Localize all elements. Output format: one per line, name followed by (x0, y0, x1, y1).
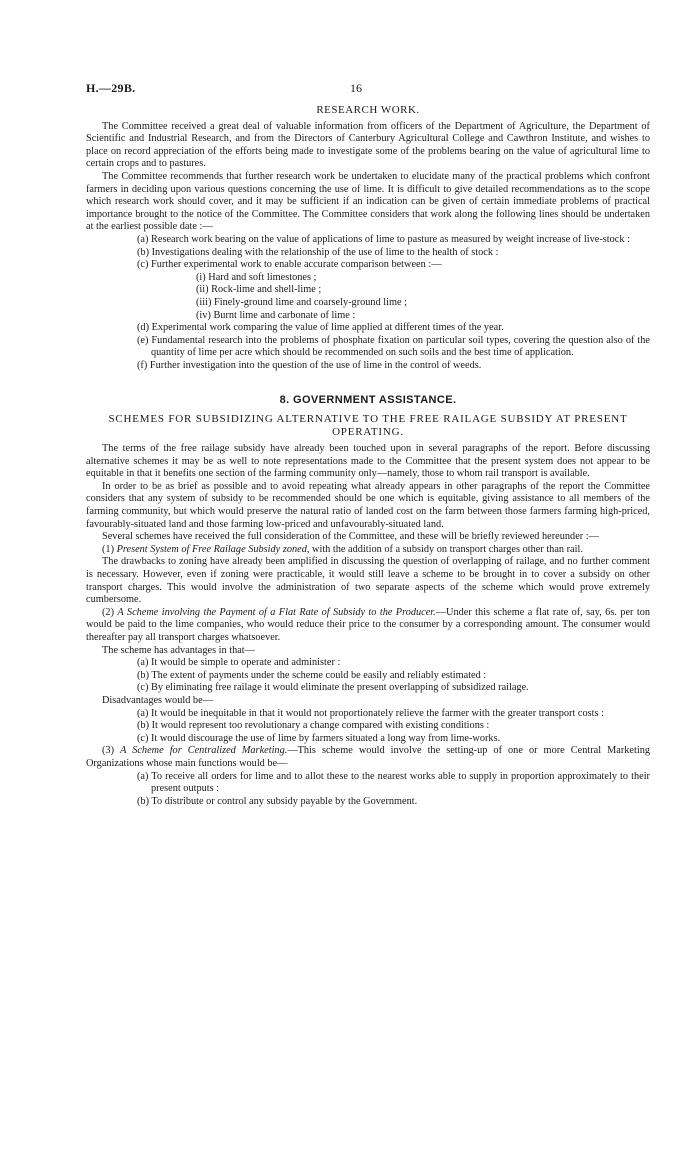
research-item-c: (c) Further experimental work to enable accurate comparison between :— (137, 259, 442, 271)
research-item-e: (e) Fundamental research into the problems of phosphate fixation on particular soil types, covering the question also of the quantity of lime per acre which should be recommended on such soils and the best time of application. (137, 334, 650, 359)
research-item-f: (f) Further investigation into the question of the use of lime in the control of weeds. (137, 359, 482, 371)
scheme-2-number: (2) (102, 606, 115, 618)
government-paragraph-2: In order to be as brief as possible and to avoid repeating what already appears in other paragraphs of the report the Committee considers that any system of subsidy to be recommended should be one which is equitable, giving assistance to all members of the farming community, but which would preserve the natural ratio of landed cost on the farm between those farmers farming high-priced, favourably-situated land and those farming low-priced and unfavourably-situated land. (86, 480, 650, 530)
research-item-c-iv: (iv) Burnt lime and carbonate of lime : (196, 309, 356, 321)
research-item-c-i: (i) Hard and soft limestones ; (196, 271, 317, 283)
scheme-3-title: A Scheme for Centralized Marketing. (120, 745, 288, 757)
disadvantage-b: (b) It would represent too revolutionary a change compared with existing conditions : (137, 720, 490, 732)
document-reference: H.—29B. (86, 81, 136, 95)
advantages-intro: The scheme has advantages in that— (102, 644, 255, 656)
disadvantages-intro: Disadvantages would be— (102, 694, 213, 706)
advantage-b: (b) The extent of payments under the scheme could be easily and reliably estimated : (137, 669, 487, 681)
scheme-2-text: —Under this scheme a flat rate of, say, 6s. per ton would be paid to the lime companies, who would reduce their price to the consumer by a corresponding amount. The consumer would thereafter pay all transport charges whatsoever. (86, 606, 650, 643)
advantage-a: (a) It would be simple to operate and administer : (137, 657, 341, 669)
government-paragraph-3: Several schemes have received the full consideration of the Committee, and these will be briefly reviewed hereunder :— (102, 531, 599, 543)
scheme-3-item-b: (b) To distribute or control any subsidy payable by the Government. (137, 795, 418, 807)
research-item-c-iii: (iii) Finely-ground lime and coarsely-ground lime ; (196, 296, 408, 308)
scheme-1-text: with the addition of a subsidy on transport charges other than rail. (312, 543, 583, 555)
government-paragraph-1: The terms of the free railage subsidy have already been touched upon in several paragraphs of the report. Before discussing alternative schemes it may be as well to note representations made to the Committee that the present system does not appear to be equitable in that it benefits one section of the farming community only—namely, those to whom rail transport is available. (86, 443, 650, 480)
scheme-1-title: Present System of Free Railage Subsidy zoned, (116, 543, 310, 555)
government-heading: 8. GOVERNMENT ASSISTANCE. (279, 394, 457, 407)
page-number: 16 (350, 81, 362, 95)
scheme-3-text: —This scheme would involve the setting-up of one or more Central Marketing Organizations whose main functions would be— (86, 745, 650, 769)
advantage-c: (c) By eliminating free railage it would eliminate the present overlapping of subsidized railage. (137, 682, 529, 694)
disadvantage-c: (c) It would discourage the use of lime by farmers situated a long way from lime-works. (137, 732, 501, 744)
page-header (86, 82, 650, 102)
disadvantage-a: (a) It would be inequitable in that it would not proportionately relieve the farmer with the greater transport costs : (137, 707, 604, 719)
zoning-paragraph: The drawbacks to zoning have already been amplified in discussing the question of overlapping of railage, and no further comment is necessary. However, even if zoning were practicable, it would still leave a scheme to be brought in to cover a subsidy on other transport charges. This would involve the administration of two separate aspects of the scheme which would prove extremely cumbersome. (86, 556, 650, 606)
scheme-1 (86, 544, 650, 557)
research-item-c-ii: (ii) Rock-lime and shell-lime ; (196, 284, 322, 296)
scheme-3 (86, 745, 650, 770)
research-item-b: (b) Investigations dealing with the relationship of the use of lime to the health of stock : (137, 246, 499, 258)
scheme-1-number: (1) (102, 543, 115, 555)
schemes-subheading: SCHEMES FOR SUBSIDIZING ALTERNATIVE TO THE FREE RAILAGE SUBSIDY AT PRESENT OPERATING. (108, 413, 628, 439)
research-paragraph-1: The Committee received a great deal of valuable information from officers of the Department of Agriculture, the Department of Scientific and Industrial Research, and from the Directors of Canterbury Agricultural College and Cawthron Institute, and wishes to place on record appreciation of the efforts being made to investigate some of the problems bearing on the value of agricultural lime to certain crops and to pastures. (86, 120, 650, 170)
research-paragraph-2: The Committee recommends that further research work be undertaken to elucidate many of the practical problems which confront farmers in deciding upon various questions concerning the use of lime. It is difficult to give detailed recommendations as to the scope which research work should cover, and it may be sufficient if an indication can be given of certain immediate problems of practical importance brought to the notice of the Committee. The Committee considers that work along the following lines should be undertaken at the earliest possible date :— (86, 170, 650, 233)
scheme-3-item-a: (a) To receive all orders for lime and to allot these to the nearest works able to supply in proportion approximately to their present outputs : (137, 770, 650, 795)
research-item-a: (a) Research work bearing on the value of applications of lime to pasture as measured by weight increase of live-stock : (137, 233, 630, 245)
research-item-d: (d) Experimental work comparing the value of lime applied at different times of the year. (137, 322, 504, 334)
scheme-2-title: A Scheme involving the Payment of a Flat Rate of Subsidy to the Producer. (117, 606, 436, 618)
scheme-2 (86, 607, 650, 645)
research-heading: RESEARCH WORK. (316, 104, 420, 116)
scheme-3-number: (3) (102, 745, 115, 757)
